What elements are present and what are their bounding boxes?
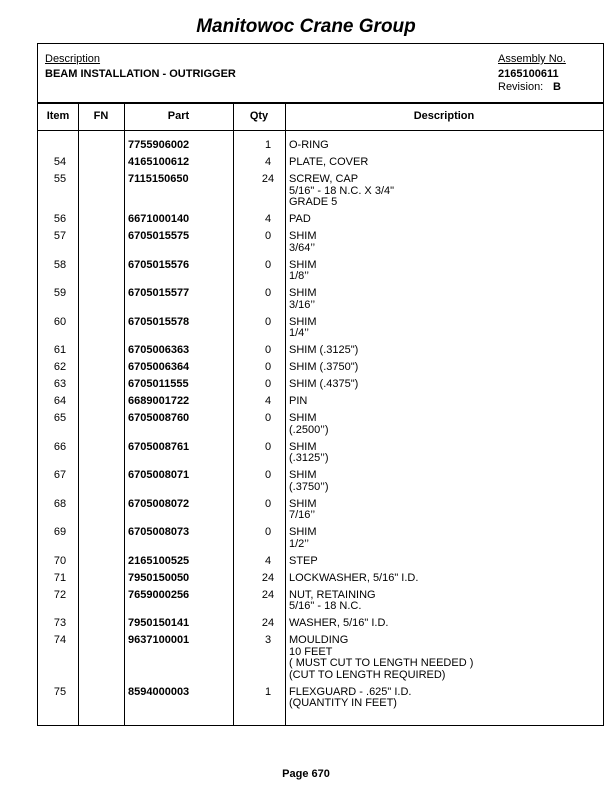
description-line: MOULDING: [289, 634, 349, 646]
quantity: 0: [264, 526, 272, 538]
quantity: 0: [264, 287, 272, 299]
description-label: Description: [45, 53, 101, 65]
column-divider: [124, 102, 125, 725]
quantity: 4: [264, 554, 272, 567]
part-description: [289, 396, 307, 408]
part-description: [289, 470, 329, 493]
part-number: 6705015578: [128, 315, 190, 328]
item-number: 67: [53, 469, 67, 481]
part-description: [289, 413, 329, 436]
quantity: 0: [264, 440, 272, 453]
part-description: [289, 231, 317, 254]
item-number: 73: [53, 617, 67, 629]
item-number: 54: [53, 156, 67, 168]
item-number: 74: [53, 634, 67, 646]
quantity: 0: [264, 361, 272, 373]
assembly-number-label: Assembly No.: [498, 53, 566, 65]
quantity: 24: [261, 173, 275, 185]
quantity: 0: [264, 344, 272, 356]
part-description: [289, 499, 317, 522]
part-number: 6705008071: [128, 469, 190, 481]
quantity: 4: [264, 213, 272, 225]
description-line: SHIM: [289, 287, 317, 299]
description-line: 3/64’’: [289, 241, 316, 254]
description-line: PIN: [289, 395, 308, 407]
item-number: 58: [53, 258, 67, 271]
part-description: [289, 345, 358, 357]
assembly-number: 2165100611: [498, 68, 559, 80]
description-line: SHIM: [289, 258, 317, 271]
description-line: LOCKWASHER, 5/16" I.D.: [289, 571, 419, 584]
quantity: 0: [264, 412, 272, 424]
item-number: 70: [53, 554, 67, 567]
part-number: 6689001722: [128, 395, 190, 407]
part-description: [289, 379, 358, 391]
description-line: SHIM: [289, 526, 317, 538]
item-number: 63: [53, 378, 67, 390]
quantity: 24: [261, 588, 275, 601]
description-line: 7/16’’: [289, 509, 316, 521]
part-number: 6705015575: [128, 230, 190, 242]
quantity: 24: [261, 617, 275, 629]
part-description: [289, 442, 329, 465]
item-number: 55: [53, 173, 67, 185]
item-number: 71: [53, 571, 67, 584]
column-header-divider: [38, 130, 603, 131]
revision-value: B: [553, 81, 561, 93]
part-number: 7950150141: [128, 617, 190, 629]
part-number: 4165100612: [128, 156, 190, 168]
quantity: 3: [264, 634, 272, 646]
item-number: 69: [53, 526, 67, 538]
quantity: 0: [264, 469, 272, 481]
part-description: [289, 174, 394, 209]
description-line: SHIM: [289, 497, 317, 510]
part-description: [289, 140, 329, 152]
description-line: SHIM (.3750"): [289, 361, 359, 373]
item-number: 59: [53, 287, 67, 299]
part-number: 6705015577: [128, 287, 190, 299]
quantity: 1: [264, 139, 272, 151]
quantity: 0: [264, 497, 272, 510]
part-number: 6705006363: [128, 344, 190, 356]
assembly-description: BEAM INSTALLATION - OUTRIGGER: [45, 68, 236, 80]
part-description: [289, 687, 412, 710]
part-description: [289, 573, 418, 585]
item-number: 61: [53, 344, 67, 356]
description-line: SHIM: [289, 230, 317, 242]
description-line: (.3125’’): [289, 452, 329, 464]
part-number: 9637100001: [128, 634, 190, 646]
quantity: 0: [264, 378, 272, 390]
quantity: 0: [264, 258, 272, 271]
part-number: 7755906002: [128, 139, 190, 151]
part-description: [289, 635, 473, 681]
item-number: 56: [53, 213, 67, 225]
description-line: O-RING: [289, 139, 329, 151]
part-number: 6705008761: [128, 440, 190, 453]
column-header-description: Description: [413, 110, 475, 122]
part-number: 6705006364: [128, 361, 190, 373]
description-line: 1/2’’: [289, 537, 309, 550]
revision-label: Revision:: [498, 81, 544, 93]
description-line: 1/4’’: [289, 327, 309, 339]
item-number: 66: [53, 440, 67, 453]
part-description: [289, 618, 388, 630]
description-line: (QUANTITY IN FEET): [289, 697, 397, 709]
item-number: 57: [53, 230, 67, 242]
description-line: (.2500’’): [289, 423, 329, 436]
description-line: SHIM (.4375"): [289, 378, 359, 390]
description-line: SHIM: [289, 315, 317, 328]
description-line: SHIM: [289, 469, 317, 481]
part-description: [289, 214, 311, 226]
description-line: 1/8’’: [289, 270, 309, 282]
column-header-fn: FN: [93, 110, 109, 122]
description-line: FLEXGUARD - .625" I.D.: [289, 685, 412, 698]
description-line: SHIM (.3125"): [289, 344, 359, 356]
item-number: 64: [53, 395, 67, 407]
item-number: 65: [53, 412, 67, 424]
parts-list-frame: [37, 43, 604, 726]
description-line: PLATE, COVER: [289, 156, 369, 168]
description-line: WASHER, 5/16" I.D.: [289, 617, 389, 629]
description-line: SCREW, CAP: [289, 173, 359, 185]
part-description: [289, 556, 318, 568]
description-line: PAD: [289, 213, 311, 225]
quantity: 4: [264, 395, 272, 407]
part-number: 6671000140: [128, 213, 190, 225]
description-line: 5/16" - 18 N.C.: [289, 600, 362, 612]
description-line: (CUT TO LENGTH REQUIRED): [289, 668, 446, 681]
description-line: 5/16" - 18 N.C. X 3/4": [289, 184, 395, 197]
part-description: [289, 362, 358, 374]
part-number: 7950150050: [128, 571, 190, 584]
part-number: 2165100525: [128, 554, 190, 567]
quantity: 24: [261, 571, 275, 584]
part-description: [289, 260, 317, 283]
page-title: Manitowoc Crane Group: [196, 16, 416, 37]
part-number: 7115150650: [128, 173, 189, 185]
part-description: [289, 590, 376, 613]
part-number: 6705008072: [128, 497, 190, 510]
description-line: 10 FEET: [289, 645, 333, 658]
item-number: 62: [53, 361, 67, 373]
description-line: GRADE 5: [289, 196, 338, 208]
part-number: 6705011555: [128, 378, 189, 390]
quantity: 1: [264, 685, 272, 698]
part-description: [289, 317, 317, 340]
item-number: 75: [53, 685, 67, 698]
part-description: [289, 157, 368, 169]
page-number: Page 670: [282, 768, 330, 780]
description-line: 3/16’’: [289, 298, 316, 311]
part-number: 8594000003: [128, 685, 190, 698]
column-header-qty: Qty: [249, 110, 269, 122]
item-number: 68: [53, 497, 67, 510]
header-divider: [38, 102, 603, 104]
quantity: 0: [264, 315, 272, 328]
description-line: (.3750’’): [289, 480, 329, 493]
item-number: 60: [53, 315, 67, 328]
description-line: NUT, RETAINING: [289, 588, 376, 601]
part-description: [289, 288, 317, 311]
description-line: STEP: [289, 554, 318, 567]
description-line: SHIM: [289, 440, 317, 453]
part-number: 7659000256: [128, 588, 190, 601]
description-line: SHIM: [289, 412, 317, 424]
part-number: 6705008073: [128, 526, 190, 538]
quantity: 0: [264, 230, 272, 242]
column-header-item: Item: [46, 110, 70, 122]
item-number: 72: [53, 588, 67, 601]
description-line: ( MUST CUT TO LENGTH NEEDED ): [289, 657, 474, 669]
part-number: 6705008760: [128, 412, 190, 424]
quantity: 4: [264, 156, 272, 168]
part-description: [289, 527, 317, 550]
column-header-part: Part: [167, 110, 190, 122]
part-number: 6705015576: [128, 258, 190, 271]
